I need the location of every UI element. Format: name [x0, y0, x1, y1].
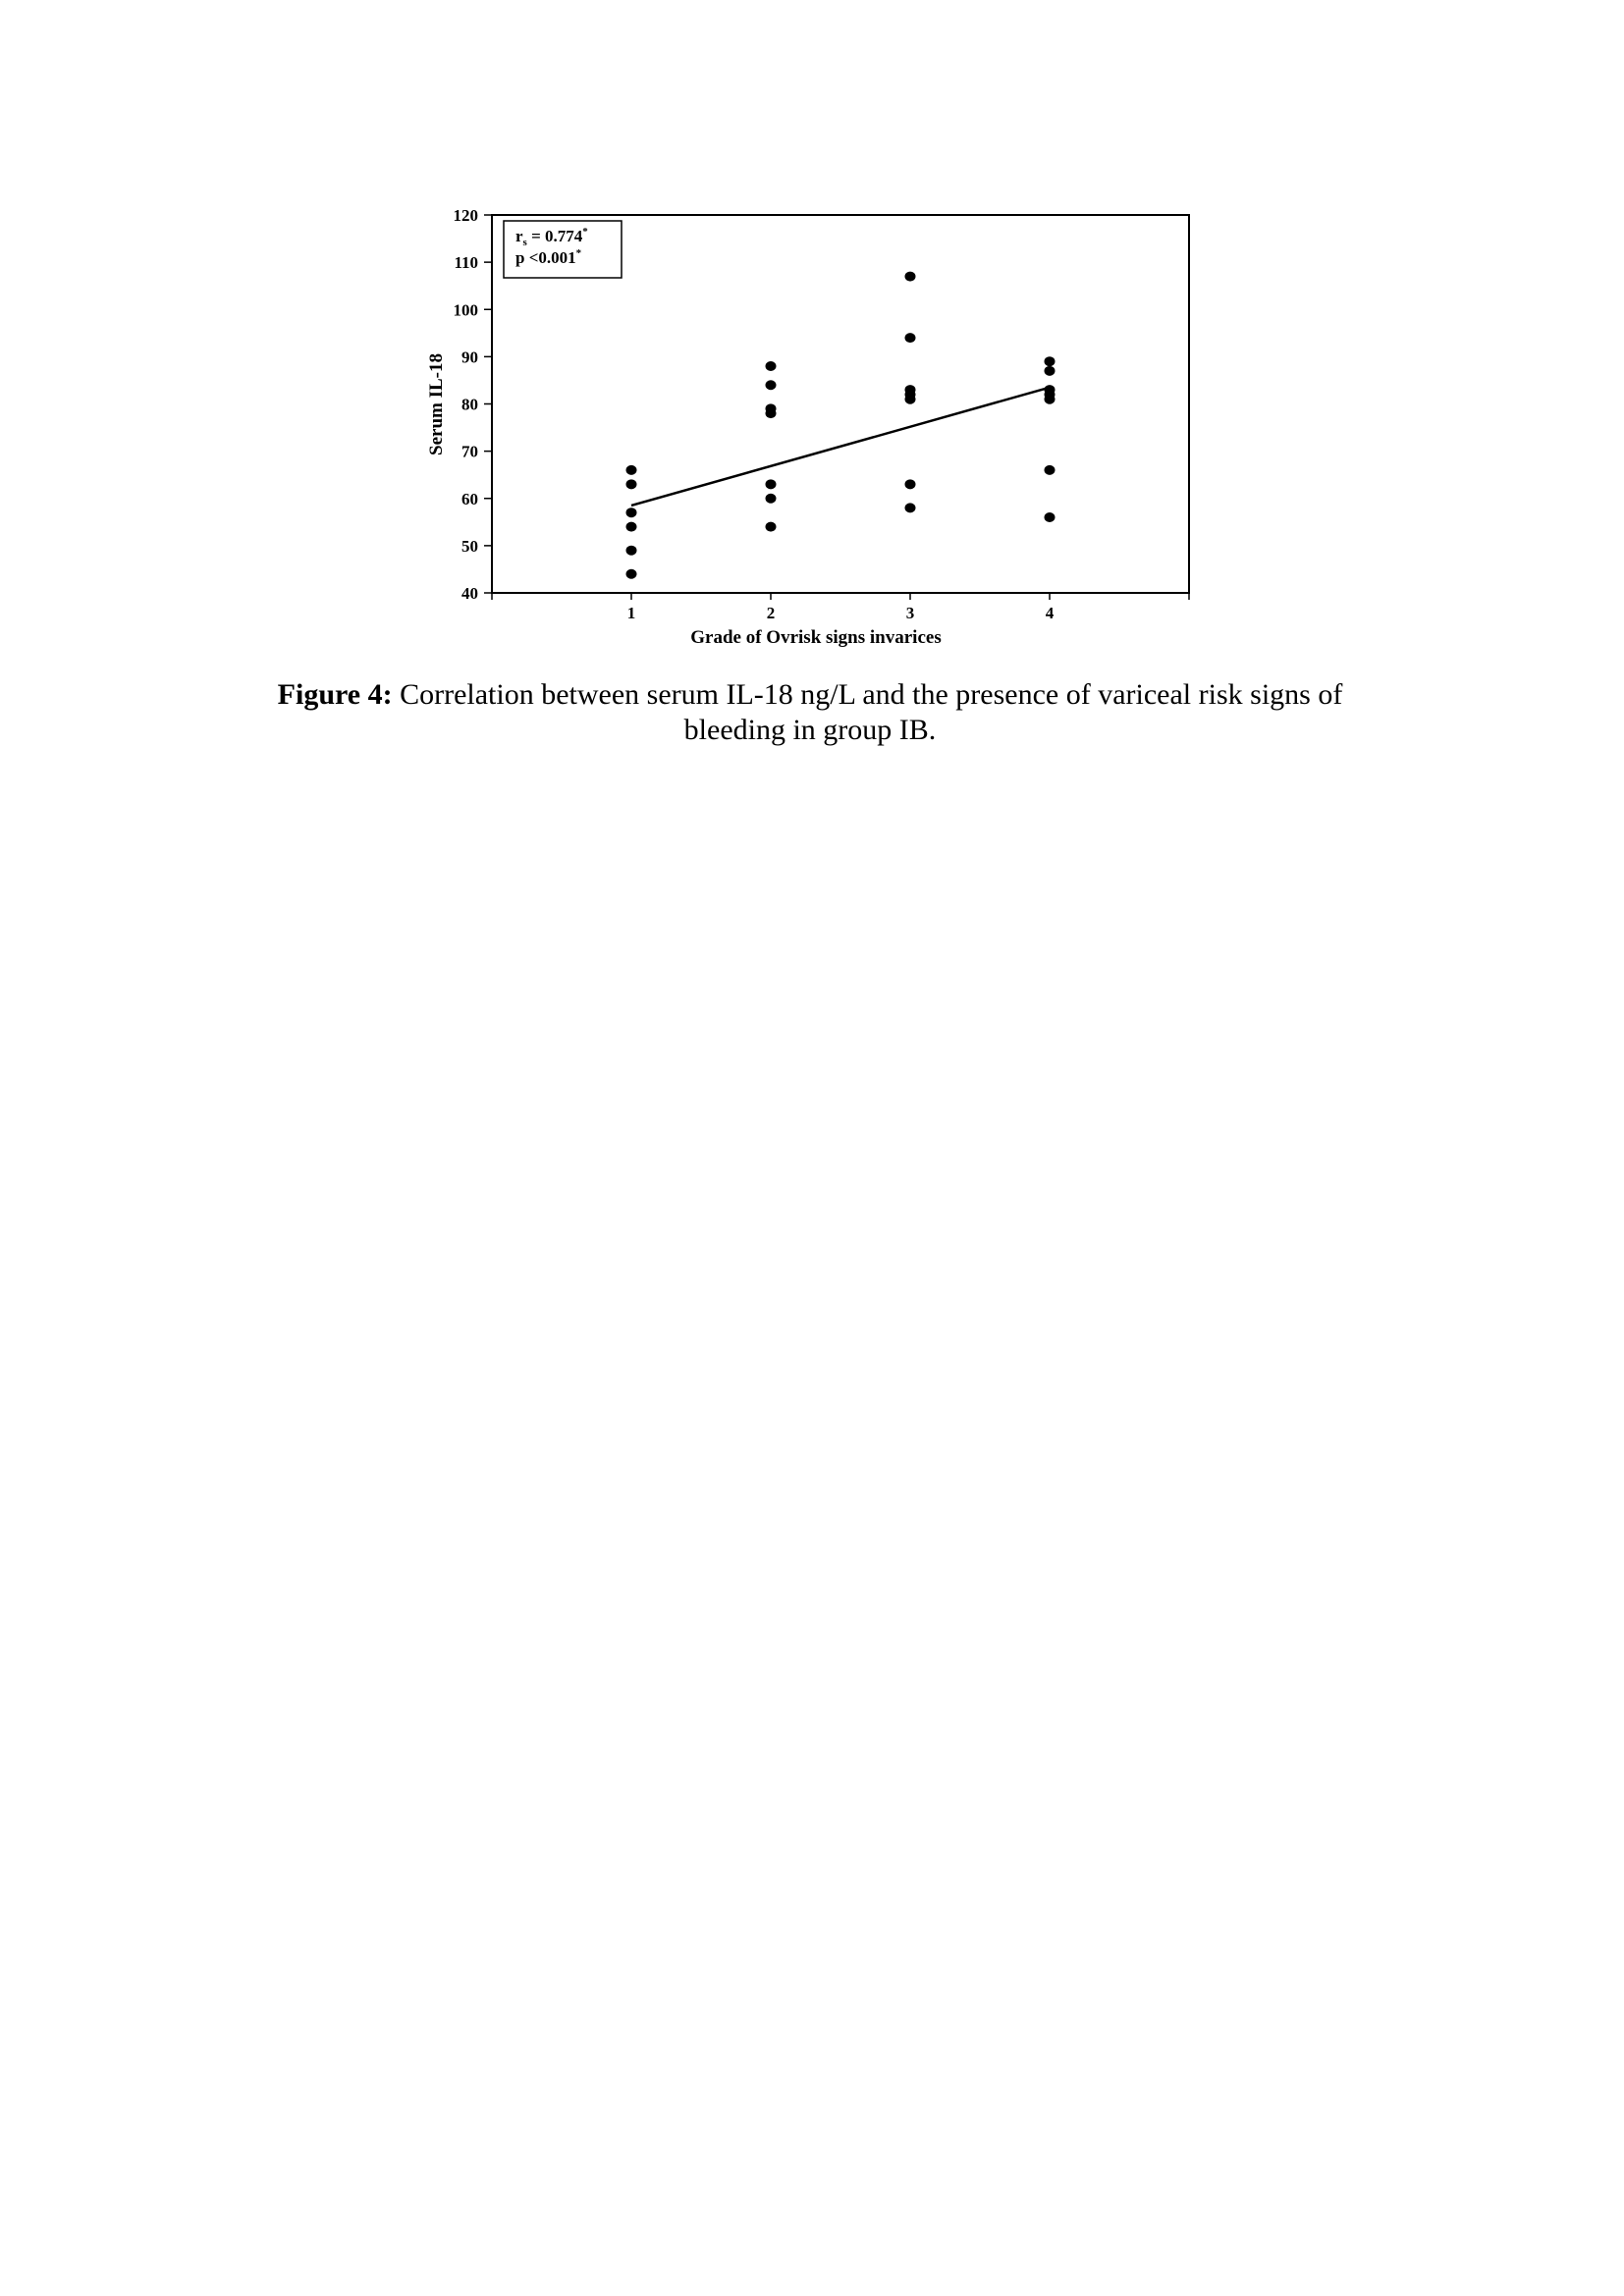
y-tick-label: 60 — [461, 489, 478, 508]
y-tick-label: 70 — [461, 442, 478, 461]
x-tick-label: 4 — [1045, 604, 1055, 622]
annotation-box — [504, 221, 622, 278]
y-tick-label: 120 — [453, 206, 478, 225]
figure-caption-label: Figure 4: — [277, 678, 393, 711]
data-point — [626, 479, 637, 489]
data-point — [766, 479, 777, 489]
figure-caption-text: Correlation between serum IL-18 ng/L and the presence of variceal risk signs of bleeding in group IB. — [392, 678, 1343, 746]
data-point — [766, 380, 777, 390]
data-point — [766, 522, 777, 532]
annotation-p — [515, 247, 582, 267]
chart-area — [0, 0, 1624, 687]
data-point — [905, 395, 916, 404]
y-tick-label: 100 — [453, 300, 478, 320]
trend-line — [631, 388, 1050, 506]
y-tick-label: 40 — [461, 584, 478, 603]
annotation-p-value: p <0.001 — [515, 248, 576, 267]
annotation-rs — [515, 226, 588, 248]
data-point — [905, 479, 916, 489]
scatter-chart — [0, 0, 1624, 667]
data-point — [1045, 512, 1056, 522]
trend-layer — [631, 388, 1050, 506]
data-point — [905, 333, 916, 343]
annotation-rs-value: = 0.774 — [526, 227, 583, 245]
data-point — [766, 408, 777, 418]
data-point — [626, 465, 637, 475]
annotation-p-sup: * — [575, 247, 582, 259]
x-tick-label: 3 — [905, 604, 915, 622]
y-tick-label: 80 — [461, 395, 478, 414]
data-point — [626, 569, 637, 579]
y-axis-title: Serum IL-18 — [426, 353, 447, 455]
data-point — [1045, 366, 1056, 376]
data-point — [1045, 395, 1056, 404]
data-point — [626, 546, 637, 556]
data-point — [626, 522, 637, 532]
x-tick-label: 2 — [766, 604, 776, 622]
figure-caption — [236, 677, 1384, 748]
annotation-rs-prefix: r — [515, 227, 523, 245]
x-axis-title: Grade of Ovrisk signs invarices — [690, 627, 942, 648]
y-tick-label: 50 — [461, 536, 478, 556]
data-point — [766, 494, 777, 504]
points-layer — [626, 272, 1056, 579]
annotation-rs-sup: * — [582, 226, 588, 238]
data-point — [1045, 465, 1056, 475]
data-point — [766, 361, 777, 371]
data-point — [626, 507, 637, 517]
data-point — [1045, 356, 1056, 366]
x-tick-label: 1 — [626, 604, 636, 622]
data-point — [905, 503, 916, 512]
y-tick-label: 90 — [461, 347, 478, 367]
data-point — [905, 272, 916, 282]
y-tick-label: 110 — [454, 253, 478, 273]
annotation-rs-sub: s — [522, 237, 527, 248]
